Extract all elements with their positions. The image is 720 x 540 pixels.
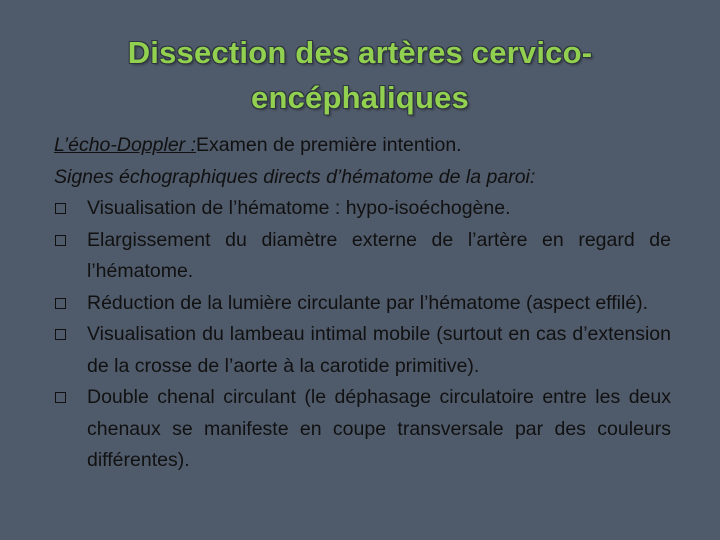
hollow-square-bullet-icon xyxy=(55,235,66,246)
list-item xyxy=(54,225,671,288)
hollow-square-bullet-icon xyxy=(55,329,66,340)
list-item-text: Double chenal circulant (le déphasage circulatoire entre les deux chenaux se manifeste en coupe transversale par des couleurs différentes). xyxy=(87,386,671,471)
list-item xyxy=(54,382,671,477)
list-item xyxy=(54,319,671,382)
intro-line xyxy=(54,130,671,162)
hollow-square-bullet-icon xyxy=(55,203,66,214)
slide-body xyxy=(54,130,671,477)
intro-label: L’écho-Doppler : xyxy=(54,134,197,156)
hollow-square-bullet-icon xyxy=(55,392,66,403)
subheading: Signes échographiques directs d’hématome de la paroi: xyxy=(54,165,536,188)
intro-text: Examen de première intention. xyxy=(196,134,462,156)
hollow-square-bullet-icon xyxy=(55,298,66,309)
list-item-text: Elargissement du diamètre externe de l’artère en regard de l’hématome. xyxy=(87,228,671,282)
bullet-list xyxy=(54,193,671,477)
list-item-text: Réduction de la lumière circulante par l’hématome (aspect effilé). xyxy=(87,291,649,314)
list-item xyxy=(54,193,671,225)
list-item-text: Visualisation du lambeau intimal mobile (surtout en cas d’extension de la crosse de l’aorte à la carotide primitive). xyxy=(87,323,671,377)
slide-title: Dissection des artères cervico-encéphaliques xyxy=(127,35,593,115)
list-item-text: Visualisation de l’hématome : hypo-isoéchogène. xyxy=(87,197,511,219)
list-item xyxy=(54,288,671,320)
